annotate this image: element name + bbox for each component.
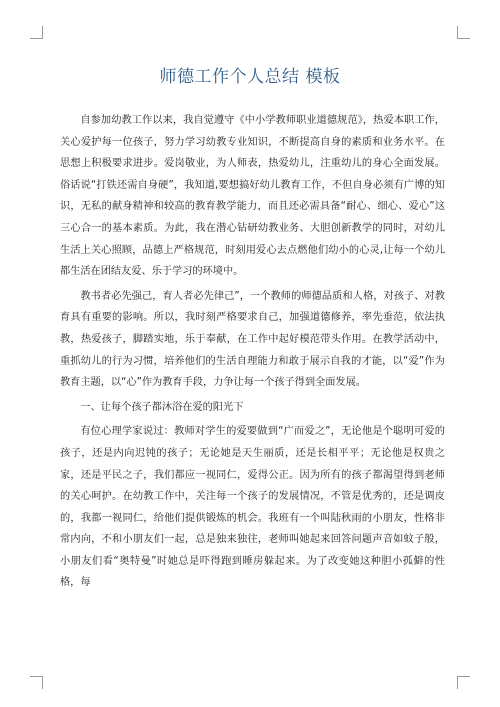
paragraph-1: 自参加幼教工作以来，我自觉遵守《中小学教师职业道德规范》，热爱本职工作，关心爱护每一位孩子，努力学习幼教专业知识，不断提高自身的素质和业务水平。在思想上积极要求进步。爱岗敬业，为人师表，热爱幼儿，注重幼儿的身心全面发展。俗话说“打铁还需自身硬”，我知道,要想搞好幼儿教育工作，不但自身必须有广博的知识，无私的献身精神和较高的教育教学能力，而且还必需具备“耐心、细心、爱心”这三心合一的基本素质。为此，我在潜心钻研幼教业务、大胆创新教学的同时，对幼儿生活上关心照顾，品德上严格规范，时刻用爱心去点燃他们幼小的心灵,让每一个幼儿都生活在团结友爱、乐于学习的环境中。: [60, 115, 445, 278]
crop-mark-bottom-right: [457, 676, 470, 689]
crop-mark-bottom-left: [30, 676, 43, 689]
crop-mark-top-left: [30, 26, 43, 39]
paragraph-2: 教书者必先强己，育人者必先律己”，一个教师的师德品质和人格，对孩子、对教育具有重要的影响。所以，我时刻严格要求自己，加强道德修养，率先垂范，依法执教，热爱孩子，脚踏实地，乐于奉献，在工作中起好模范带头作用。在教学活动中，重抓幼儿的行为习惯，培养他们的生活自理能力和敢于展示自我的才能，以“爱”作为教育主题，以“心”作为教育手段，力争让每一个孩子得到全面发展。: [60, 290, 445, 389]
document-title: 师德工作个人总结 模板: [159, 67, 341, 87]
document-body: [60, 110, 445, 597]
crop-mark-top-right: [457, 26, 470, 39]
paragraph-3: 有位心理学家说过：教师对学生的爱要做到“广而爱之”，无论他是个聪明可爱的孩子，还是内向迟钝的孩子；无论她是天生丽质，还是长相平平；无论他是权贵之家，还是平民之子，我们都应一视同仁，爱得公正。因为所有的孩子都渴望得到老师的关心呵护。在幼教工作中，关注每一个孩子的发展情况，不管是优秀的，还是调皮的，我都一视同仁，给他们提供锻炼的机会。我班有一个叫陆秋雨的小朋友，性格非常内向，不和小朋友们一起，总是独来独往，老师叫她起来回答问题声音如蚊子般，小朋友们看“奥特曼”时她总是吓得跑到睡房躲起来。为了改变她这种胆小孤僻的性格，每: [60, 426, 445, 589]
section-heading-1: 一、让每个孩子都沐浴在爱的阳光下: [80, 401, 244, 413]
